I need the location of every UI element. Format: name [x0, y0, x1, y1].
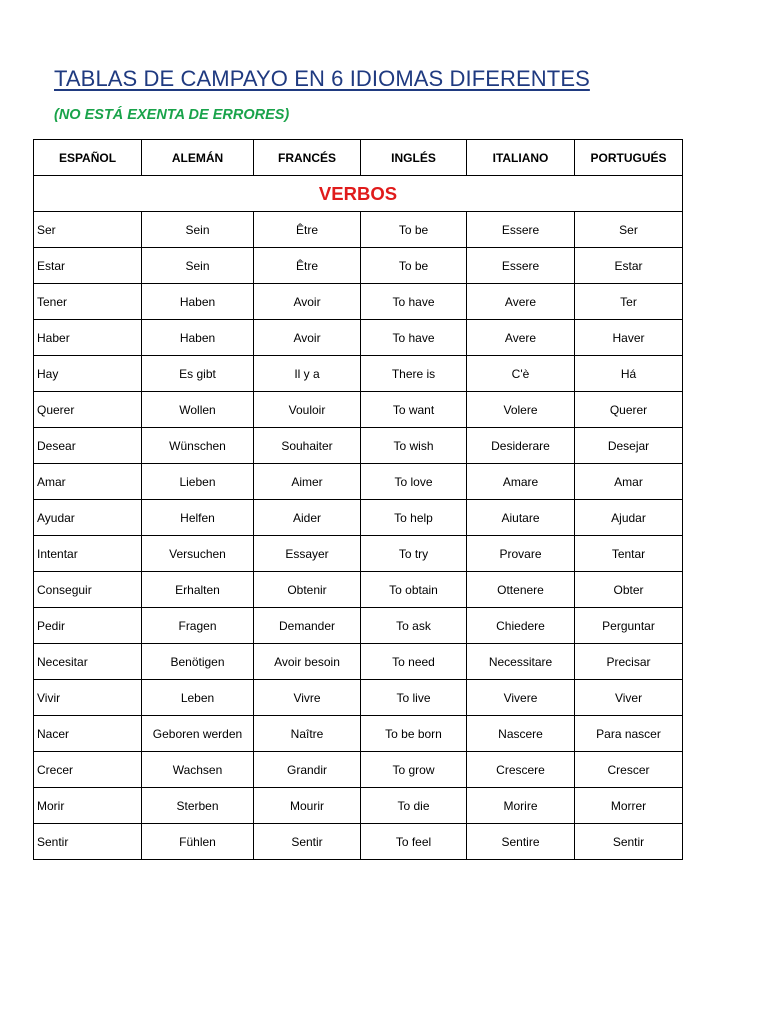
cell-spanish: Intentar [34, 536, 142, 572]
cell-portuguese: Ter [575, 284, 683, 320]
cell-english: To want [361, 392, 467, 428]
cell-french: Vouloir [254, 392, 361, 428]
cell-italian: Ottenere [467, 572, 575, 608]
cell-italian: Desiderare [467, 428, 575, 464]
cell-italian: Essere [467, 248, 575, 284]
cell-english: To be [361, 212, 467, 248]
cell-english: To try [361, 536, 467, 572]
cell-portuguese: Viver [575, 680, 683, 716]
cell-spanish: Querer [34, 392, 142, 428]
cell-german: Leben [142, 680, 254, 716]
cell-spanish: Desear [34, 428, 142, 464]
table-body [34, 176, 683, 860]
cell-portuguese: Querer [575, 392, 683, 428]
cell-spanish: Hay [34, 356, 142, 392]
table-row [34, 356, 683, 392]
cell-french: Aimer [254, 464, 361, 500]
table-row [34, 752, 683, 788]
cell-english: To need [361, 644, 467, 680]
cell-english: To be [361, 248, 467, 284]
cell-italian: Necessitare [467, 644, 575, 680]
cell-german: Es gibt [142, 356, 254, 392]
cell-spanish: Ayudar [34, 500, 142, 536]
table-row [34, 320, 683, 356]
column-header-english: INGLÉS [361, 140, 467, 176]
cell-italian: Chiedere [467, 608, 575, 644]
cell-english: To ask [361, 608, 467, 644]
cell-italian: Morire [467, 788, 575, 824]
cell-german: Sterben [142, 788, 254, 824]
cell-english: There is [361, 356, 467, 392]
table-row [34, 464, 683, 500]
table-row [34, 284, 683, 320]
cell-french: Obtenir [254, 572, 361, 608]
cell-spanish: Amar [34, 464, 142, 500]
cell-italian: Aiutare [467, 500, 575, 536]
column-header-spanish: ESPAÑOL [34, 140, 142, 176]
cell-italian: Avere [467, 320, 575, 356]
cell-english: To have [361, 284, 467, 320]
cell-portuguese: Sentir [575, 824, 683, 860]
table-row [34, 824, 683, 860]
cell-italian: Nascere [467, 716, 575, 752]
cell-german: Sein [142, 212, 254, 248]
cell-portuguese: Perguntar [575, 608, 683, 644]
cell-portuguese: Amar [575, 464, 683, 500]
table-row [34, 788, 683, 824]
section-title: VERBOS [34, 176, 683, 212]
cell-italian: Volere [467, 392, 575, 428]
column-header-french: FRANCÉS [254, 140, 361, 176]
cell-spanish: Estar [34, 248, 142, 284]
table-row [34, 428, 683, 464]
cell-french: Aider [254, 500, 361, 536]
cell-portuguese: Morrer [575, 788, 683, 824]
cell-french: Vivre [254, 680, 361, 716]
cell-spanish: Nacer [34, 716, 142, 752]
cell-english: To be born [361, 716, 467, 752]
table-row [34, 500, 683, 536]
cell-spanish: Haber [34, 320, 142, 356]
cell-french: Avoir besoin [254, 644, 361, 680]
cell-german: Haben [142, 284, 254, 320]
cell-french: Demander [254, 608, 361, 644]
cell-italian: Amare [467, 464, 575, 500]
cell-german: Fühlen [142, 824, 254, 860]
cell-french: Grandir [254, 752, 361, 788]
column-header-german: ALEMÁN [142, 140, 254, 176]
cell-english: To die [361, 788, 467, 824]
table-row [34, 536, 683, 572]
cell-italian: Avere [467, 284, 575, 320]
header-row [34, 140, 683, 176]
cell-portuguese: Crescer [575, 752, 683, 788]
cell-french: Être [254, 248, 361, 284]
cell-english: To help [361, 500, 467, 536]
cell-spanish: Ser [34, 212, 142, 248]
cell-portuguese: Precisar [575, 644, 683, 680]
cell-german: Helfen [142, 500, 254, 536]
cell-spanish: Morir [34, 788, 142, 824]
cell-italian: Sentire [467, 824, 575, 860]
cell-german: Lieben [142, 464, 254, 500]
cell-french: Naître [254, 716, 361, 752]
cell-german: Wachsen [142, 752, 254, 788]
column-header-italian: ITALIANO [467, 140, 575, 176]
cell-german: Wollen [142, 392, 254, 428]
cell-french: Être [254, 212, 361, 248]
column-header-portuguese: PORTUGUÉS [575, 140, 683, 176]
cell-german: Erhalten [142, 572, 254, 608]
table-row [34, 608, 683, 644]
table-row [34, 644, 683, 680]
cell-portuguese: Tentar [575, 536, 683, 572]
cell-portuguese: Ajudar [575, 500, 683, 536]
cell-english: To feel [361, 824, 467, 860]
cell-spanish: Crecer [34, 752, 142, 788]
cell-portuguese: Obter [575, 572, 683, 608]
cell-italian: Crescere [467, 752, 575, 788]
cell-spanish: Necesitar [34, 644, 142, 680]
cell-spanish: Pedir [34, 608, 142, 644]
cell-german: Sein [142, 248, 254, 284]
table-row [34, 680, 683, 716]
cell-spanish: Sentir [34, 824, 142, 860]
cell-german: Wünschen [142, 428, 254, 464]
cell-french: Avoir [254, 320, 361, 356]
cell-english: To have [361, 320, 467, 356]
cell-italian: Provare [467, 536, 575, 572]
page-title: TABLAS DE CAMPAYO EN 6 IDIOMAS DIFERENTES [54, 66, 590, 91]
cell-english: To wish [361, 428, 467, 464]
cell-portuguese: Haver [575, 320, 683, 356]
table-row [34, 212, 683, 248]
cell-portuguese: Desejar [575, 428, 683, 464]
cell-german: Fragen [142, 608, 254, 644]
table-row [34, 572, 683, 608]
cell-italian: C'è [467, 356, 575, 392]
cell-german: Geboren werden [142, 716, 254, 752]
cell-spanish: Tener [34, 284, 142, 320]
cell-french: Souhaiter [254, 428, 361, 464]
cell-german: Benötigen [142, 644, 254, 680]
table-row [34, 248, 683, 284]
cell-french: Essayer [254, 536, 361, 572]
cell-english: To obtain [361, 572, 467, 608]
cell-italian: Vivere [467, 680, 575, 716]
cell-portuguese: Para nascer [575, 716, 683, 752]
table-row [34, 392, 683, 428]
page-subtitle: (NO ESTÁ EXENTA DE ERRORES) [54, 107, 290, 123]
cell-italian: Essere [467, 212, 575, 248]
table-row [34, 716, 683, 752]
section-row [34, 176, 683, 212]
cell-english: To love [361, 464, 467, 500]
cell-spanish: Conseguir [34, 572, 142, 608]
cell-french: Avoir [254, 284, 361, 320]
cell-portuguese: Ser [575, 212, 683, 248]
cell-portuguese: Há [575, 356, 683, 392]
cell-french: Mourir [254, 788, 361, 824]
cell-german: Haben [142, 320, 254, 356]
cell-german: Versuchen [142, 536, 254, 572]
cell-french: Il y a [254, 356, 361, 392]
cell-english: To live [361, 680, 467, 716]
cell-english: To grow [361, 752, 467, 788]
vocabulary-table [33, 139, 683, 860]
cell-spanish: Vivir [34, 680, 142, 716]
cell-french: Sentir [254, 824, 361, 860]
cell-portuguese: Estar [575, 248, 683, 284]
